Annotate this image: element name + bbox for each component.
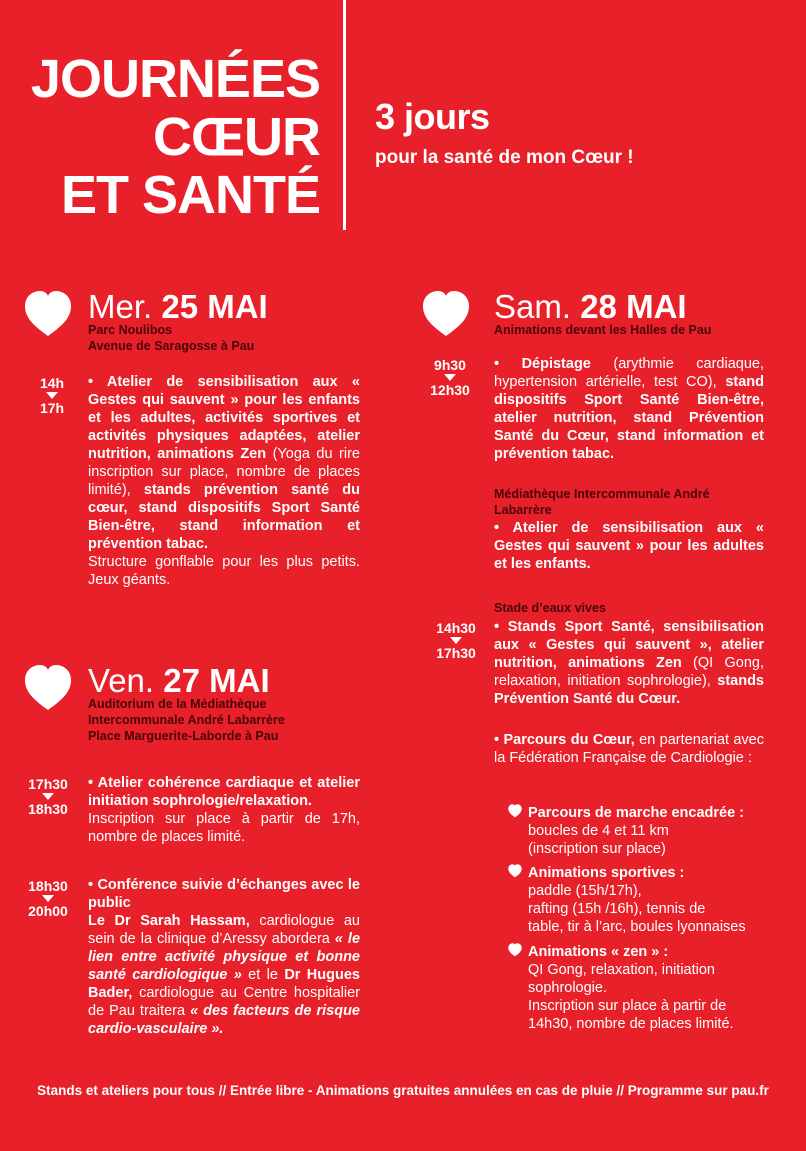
weekday-label: Sam. (494, 288, 572, 325)
time-end: 20h00 (28, 903, 68, 919)
item-title: Animations « zen » : (528, 944, 669, 960)
text-bold: stands Prévention Santé du Cœur. (494, 673, 764, 707)
page-title (30, 50, 320, 224)
text-bold: • Atelier cohérence cardiaque et atelier initiation sophrologie/relaxation. (88, 775, 360, 809)
day-heading-sam (494, 289, 687, 325)
text-bold: Le Dr Sarah Hassam, (88, 913, 250, 929)
weekday-label: Ven. (88, 662, 155, 699)
text-regular: (Yoga du rire inscription sur place, nombre de places limité), (88, 446, 360, 498)
heart-icon (508, 943, 522, 957)
text-regular: (QI Gong, relaxation, initiation sophrologie), (494, 655, 764, 689)
text-regular: Inscription sur place à partir de 17h, nombre de places limité. (88, 811, 360, 845)
venue-line: Avenue de Saragosse à Pau (88, 339, 255, 353)
arrow-down-icon (42, 895, 54, 902)
day-heading-mer (88, 289, 268, 325)
text-bold: Atelier de sensibilisation aux « Gestes qui sauvent » pour les enfants et les adultes, activités sportives et activités physiques adaptées, atelier nutrition, animations Zen (88, 374, 360, 462)
text-bold: Dr Hugues Bader, (88, 967, 360, 1001)
footer-text: Stands et ateliers pour tous // Entrée libre - Animations gratuites annulées en cas de pluie // Programme sur pau.fr (37, 1083, 769, 1098)
item-line: rafting (15h /16h), tennis de (528, 901, 706, 917)
text-regular: Structure gonflable pour les plus petits. Jeux géants. (88, 554, 360, 588)
weekday-label: Mer. (88, 288, 153, 325)
time-start: 9h30 (434, 357, 466, 373)
time-start: 18h30 (28, 878, 68, 894)
text-regular: (arythmie cardiaque, hypertension artérielle, test CO), (494, 356, 765, 390)
text-regular: en partenariat avec la Fédération Française de Cardiologie : (494, 732, 764, 766)
time-range (26, 375, 78, 416)
heart-icon (508, 864, 522, 878)
time-range (22, 878, 74, 919)
item-line: QI Gong, relaxation, initiation (528, 962, 715, 978)
activity-text-ven-1 (88, 774, 360, 846)
bullet: • (88, 374, 107, 390)
arrow-down-icon (444, 374, 456, 381)
heart-icon (24, 664, 72, 712)
time-start: 14h (39, 375, 65, 391)
item-line: boucles de 4 et 11 km (528, 823, 669, 839)
activity-text-sam-3 (494, 618, 764, 708)
heart-icon (422, 290, 470, 338)
time-range (424, 357, 476, 398)
venue-ven (88, 696, 285, 744)
text-bold: • Dépistage (494, 356, 591, 372)
venue-stade: Stade d’eaux vives (494, 601, 606, 615)
item-line: sophrologie. (528, 980, 607, 996)
venue-mediatheque: Médiathèque Intercommunale André Labarrère (494, 487, 710, 517)
activity-text-sam-4 (494, 731, 764, 767)
time-end: 12h30 (430, 382, 470, 398)
date-label: 27 MAI (163, 662, 270, 699)
text-bold: stand dispositifs Sport Santé Bien-être, atelier nutrition, stand Prévention Santé du Cœur, stand information et prévention tabac. (494, 374, 764, 462)
title-line-1: JOURNÉES (30, 49, 320, 109)
venue-line: Auditorium de la Médiathèque (88, 697, 267, 711)
text-bold: stands prévention santé du cœur, stand dispositifs Sport Santé Bien-être, stand information et prévention tabac. (88, 482, 360, 552)
text-regular: cardiologue au Centre hospitalier de Pau traitera (88, 985, 360, 1019)
text-bold: • Conférence suivie d’échanges avec le public (88, 877, 360, 911)
date-label: 28 MAI (580, 288, 687, 325)
item-title: Animations sportives : (528, 865, 685, 881)
heart-icon (508, 804, 522, 818)
venue-line: Parc Noulibos (88, 323, 173, 337)
arrow-down-icon (450, 637, 462, 644)
text-bold: • Stands Sport Santé, sensibilisation aux « Gestes qui sauvent », atelier nutrition, animations Zen (494, 619, 764, 671)
time-range (430, 620, 482, 661)
time-range (22, 776, 74, 817)
tagline-big: 3 jours (375, 96, 490, 137)
tagline-sub: pour la santé de mon Cœur ! (375, 147, 634, 168)
header-divider (343, 0, 346, 230)
venue-line: Intercommunale André Labarrère (88, 713, 285, 727)
time-start: 17h30 (28, 776, 68, 792)
heart-icon (24, 290, 72, 338)
text-bold: • Parcours du Cœur, (494, 732, 635, 748)
activity-text-ven-2 (88, 876, 360, 1038)
item-line: (inscription sur place) (528, 841, 666, 857)
item-line: paddle (15h/17h), (528, 883, 642, 899)
item-title: Parcours de marche encadrée : (528, 805, 744, 821)
parcours-item (508, 864, 788, 936)
time-end: 17h30 (436, 645, 476, 661)
time-end: 18h30 (28, 801, 68, 817)
title-line-3: ET SANTÉ (60, 165, 320, 225)
time-start: 14h30 (436, 620, 476, 636)
text-regular: cardiologue au sein de la clinique d’Aressy abordera (88, 913, 360, 947)
venue-mer (88, 322, 254, 354)
day-heading-ven (88, 663, 270, 699)
venue-line: Place Marguerite-Laborde à Pau (88, 729, 279, 743)
time-end: 17h (39, 400, 65, 416)
activity-text-sam-1 (494, 355, 764, 463)
arrow-down-icon (46, 392, 58, 399)
text-regular: et le (241, 967, 285, 983)
title-line-2: CŒUR (153, 107, 320, 167)
item-line: Inscription sur place à partir de (528, 998, 727, 1014)
arrow-down-icon (42, 793, 54, 800)
activity-text-sam-2: • Atelier de sensibilisation aux « Gestes qui sauvent » pour les adultes et les enfants. (494, 520, 764, 572)
text-bold-italic: « des facteurs de risque cardio-vasculaire ». (88, 1003, 360, 1037)
venue-line: Animations devant les Halles de Pau (494, 323, 712, 337)
item-line: table, tir à l’arc, boules lyonnaises (528, 919, 746, 935)
parcours-item (508, 804, 778, 858)
item-line: 14h30, nombre de places limité. (528, 1016, 734, 1032)
parcours-item (508, 943, 788, 1033)
text-bold-italic: « le lien entre activité physique et bonne santé cardiologique » (88, 931, 361, 983)
venue-sam (494, 322, 711, 338)
activity-text-mer (88, 373, 360, 589)
date-label: 25 MAI (161, 288, 268, 325)
